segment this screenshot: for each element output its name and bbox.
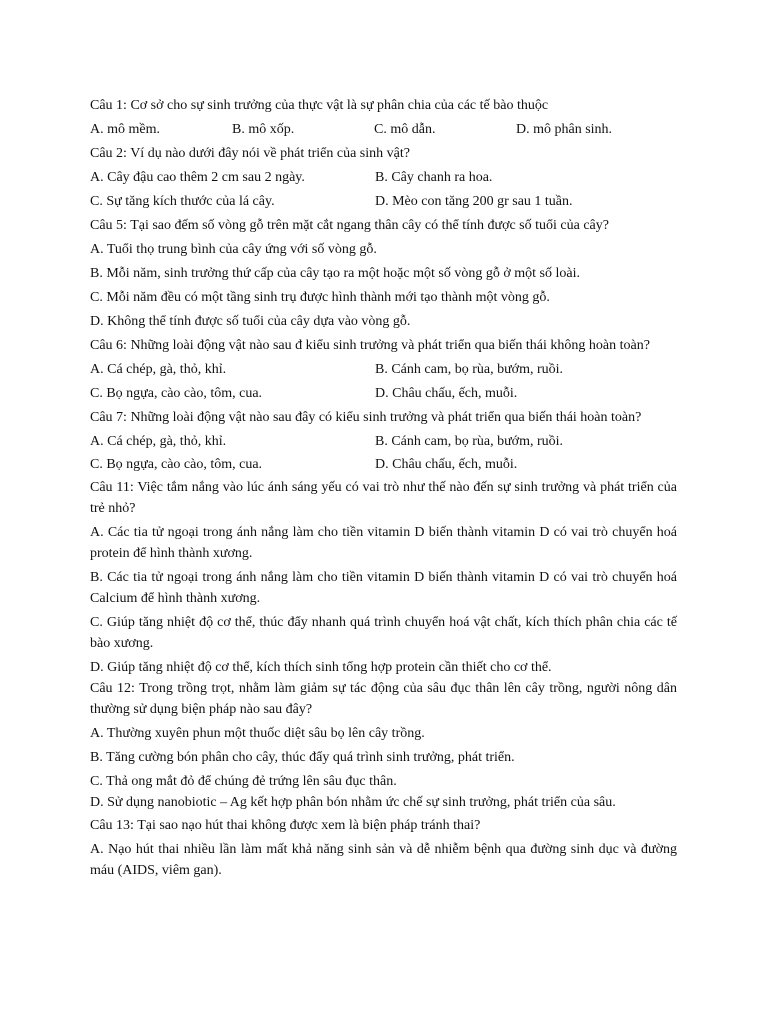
option-c: C. mô dẫn. [374,122,436,137]
option-a: A. mô mềm. [90,122,160,137]
option-a: A. Tuổi thọ trung bình của cây ứng với số vòng gỗ. [90,242,377,257]
question-7-options-row-1 [90,431,677,452]
option-b: B. Mỗi năm, sinh trưởng thứ cấp của cây tạo ra một hoặc một số vòng gỗ ở một số loài. [90,266,580,281]
option-a: A. Thường xuyên phun một thuốc diệt sâu bọ lên cây trồng. [90,726,425,741]
option-c: C. Sự tăng kích thước của lá cây. [90,194,275,209]
option-d: D. Giúp tăng nhiệt độ cơ thể, kích thích sinh tổng hợp protein cần thiết cho cơ thể. [90,660,552,675]
question-11: Câu 11: Việc tắm nắng vào lúc ánh sáng yếu có vai trò như thế nào đến sự sinh trưởng và phát triển của trẻ nhỏ? [90,480,677,516]
option-d: D. mô phân sinh. [516,122,613,137]
question-1: Câu 1: Cơ sở cho sự sinh trưởng của thực vật là sự phân chia của các tế bào thuộc [90,98,549,113]
option-d: D. Mèo con tăng 200 gr sau 1 tuần. [375,194,573,209]
question-7: Câu 7: Những loài động vật nào sau đây có kiểu sinh trưởng và phát triển qua biến thái hoàn toàn? [90,410,642,425]
option-b: B. Cây chanh ra hoa. [375,170,493,185]
option-c: C. Mỗi năm đều có một tầng sinh trụ được hình thành mới tạo thành một vòng gỗ. [90,290,550,305]
option-b: B. Cánh cam, bọ rùa, bướm, ruồi. [375,362,564,377]
question-7-options-row-2 [90,454,677,475]
question-12: Câu 12: Trong trồng trọt, nhằm làm giảm sự tác động của sâu đục thân lên cây trồng, người nông dân thường sử dụng biện pháp nào sau đây? [90,681,677,717]
option-c: C. Bọ ngựa, cào cào, tôm, cua. [90,457,263,472]
option-c: C. Giúp tăng nhiệt độ cơ thể, thúc đẩy nhanh quá trình chuyển hoá vật chất, kích thích phân chia các tế bào xương. [90,615,677,651]
option-c: C. Bọ ngựa, cào cào, tôm, cua. [90,386,263,401]
question-1-options [90,119,677,140]
question-6-options-row-1 [90,359,677,380]
option-b: B. Các tia tử ngoại trong ánh nắng làm cho tiền vitamin D biến thành vitamin D có vai trò chuyển hoá Calcium để hình thành xương. [90,570,677,606]
option-d: D. Châu chấu, ếch, muỗi. [375,386,518,401]
option-c: C. Thả ong mắt đỏ để chúng đẻ trứng lên sâu đục thân. [90,774,397,789]
option-b: B. Cánh cam, bọ rùa, bướm, ruồi. [375,434,564,449]
option-b: B. mô xốp. [232,122,295,137]
question-13: Câu 13: Tại sao nạo hút thai không được xem là biện pháp tránh thai? [90,818,481,833]
document-page [90,95,677,881]
option-a: A. Các tia tử ngoại trong ánh nắng làm cho tiền vitamin D biến thành vitamin D có vai trò chuyển hoá protein để hình thành xương. [90,525,677,561]
question-5: Câu 5: Tại sao đếm số vòng gỗ trên mặt cắt ngang thân cây có thể tính được số tuổi của cây? [90,218,609,233]
option-a: A. Cá chép, gà, thỏ, khỉ. [90,362,227,377]
option-a: A. Cây đậu cao thêm 2 cm sau 2 ngày. [90,170,305,185]
option-b: B. Tăng cường bón phân cho cây, thúc đẩy quá trình sinh trưởng, phát triển. [90,750,515,765]
option-a: A. Cá chép, gà, thỏ, khỉ. [90,434,227,449]
option-d: D. Châu chấu, ếch, muỗi. [375,457,518,472]
question-6-options-row-2 [90,383,677,404]
question-2: Câu 2: Ví dụ nào dưới đây nói về phát triển của sinh vật? [90,146,410,161]
question-2-options-row-1 [90,167,677,188]
option-a: A. Nạo hút thai nhiều lần làm mất khả năng sinh sản và dễ nhiễm bệnh qua đường sinh dục và đường máu (AIDS, viêm gan). [90,842,677,878]
option-d: D. Không thể tính được số tuổi của cây dựa vào vòng gỗ. [90,314,411,329]
question-2-options-row-2 [90,191,677,212]
question-6: Câu 6: Những loài động vật nào sau đ kiểu sinh trưởng và phát triển qua biến thái không hoàn toàn? [90,338,650,353]
option-d: D. Sử dụng nanobiotic – Ag kết hợp phân bón nhằm ức chế sự sinh trưởng, phát triển của sâu. [90,795,616,810]
